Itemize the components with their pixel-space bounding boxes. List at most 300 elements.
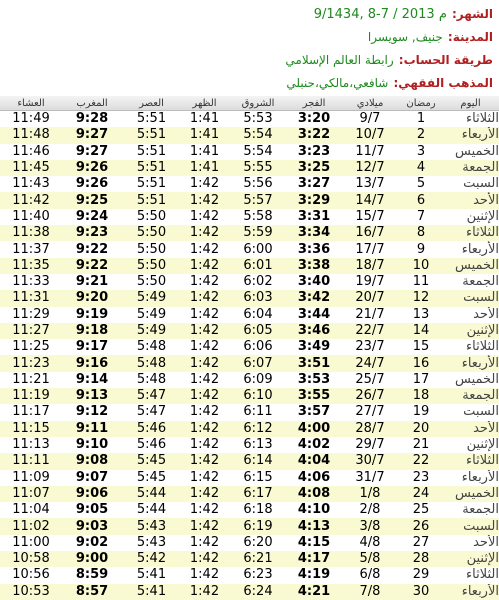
cell-dhuhr: 1:42 (181, 307, 228, 323)
cell-isha: 11:33 (0, 274, 62, 290)
table-body (0, 111, 499, 600)
cell-gregorian: 22/7 (340, 323, 400, 339)
cell-sunrise: 6:18 (228, 502, 288, 518)
cell-maghrib: 9:14 (62, 372, 122, 388)
cell-gregorian: 26/7 (340, 388, 400, 404)
cell-dhuhr: 1:42 (181, 274, 228, 290)
cell-sunrise: 6:10 (228, 388, 288, 404)
table-row (0, 307, 499, 323)
cell-maghrib: 9:10 (62, 437, 122, 453)
cell-fajr: 4:13 (288, 518, 340, 534)
cell-day: الثلاثاء (442, 111, 499, 128)
cell-fajr: 3:34 (288, 225, 340, 241)
cell-gregorian: 6/8 (340, 567, 400, 583)
cell-isha: 11:42 (0, 192, 62, 208)
cell-dhuhr: 1:42 (181, 567, 228, 583)
cell-isha: 11:31 (0, 290, 62, 306)
cell-isha: 11:40 (0, 209, 62, 225)
cell-maghrib: 9:21 (62, 274, 122, 290)
cell-gregorian: 2/8 (340, 502, 400, 518)
madhab-line (285, 72, 493, 95)
cell-day: الأربعاء (442, 355, 499, 371)
cell-asr: 5:50 (122, 274, 181, 290)
cell-day: الجمعة (442, 274, 499, 290)
city-value: جنيف, سويسرا (367, 30, 443, 44)
cell-ramadan: 14 (400, 323, 442, 339)
table-row (0, 323, 499, 339)
cell-isha: 11:13 (0, 437, 62, 453)
cell-asr: 5:49 (122, 307, 181, 323)
cell-gregorian: 13/7 (340, 176, 400, 192)
cell-dhuhr: 1:42 (181, 388, 228, 404)
cell-day: الإثنين (442, 437, 499, 453)
cell-isha: 11:43 (0, 176, 62, 192)
cell-asr: 5:49 (122, 323, 181, 339)
cell-isha: 11:38 (0, 225, 62, 241)
cell-dhuhr: 1:42 (181, 339, 228, 355)
cell-sunrise: 5:55 (228, 160, 288, 176)
cell-day: الخميس (442, 486, 499, 502)
cell-gregorian: 15/7 (340, 209, 400, 225)
table-row (0, 567, 499, 583)
cell-ramadan: 13 (400, 307, 442, 323)
cell-dhuhr: 1:42 (181, 437, 228, 453)
cell-sunrise: 6:21 (228, 551, 288, 567)
cell-fajr: 3:53 (288, 372, 340, 388)
table-row (0, 258, 499, 274)
cell-maghrib: 9:25 (62, 192, 122, 208)
table-row (0, 421, 499, 437)
cell-maghrib: 9:07 (62, 470, 122, 486)
cell-ramadan: 20 (400, 421, 442, 437)
header-fajr: الفجر (288, 96, 340, 111)
cell-dhuhr: 1:42 (181, 258, 228, 274)
cell-maghrib: 9:22 (62, 258, 122, 274)
cell-maghrib: 9:18 (62, 323, 122, 339)
cell-ramadan: 11 (400, 274, 442, 290)
header-gregorian: ميلادي (340, 96, 400, 111)
cell-dhuhr: 1:42 (181, 192, 228, 208)
cell-gregorian: 10/7 (340, 127, 400, 143)
table-row (0, 518, 499, 534)
method-line (285, 49, 493, 72)
cell-isha: 11:00 (0, 535, 62, 551)
table-row (0, 404, 499, 420)
cell-fajr: 3:29 (288, 192, 340, 208)
cell-gregorian: 5/8 (340, 551, 400, 567)
cell-sunrise: 5:53 (228, 111, 288, 128)
cell-fajr: 4:21 (288, 584, 340, 600)
cell-asr: 5:49 (122, 290, 181, 306)
cell-sunrise: 6:12 (228, 421, 288, 437)
cell-gregorian: 16/7 (340, 225, 400, 241)
cell-ramadan: 1 (400, 111, 442, 128)
cell-maghrib: 9:23 (62, 225, 122, 241)
cell-isha: 11:37 (0, 241, 62, 257)
cell-dhuhr: 1:42 (181, 404, 228, 420)
cell-sunrise: 5:58 (228, 209, 288, 225)
table-row (0, 176, 499, 192)
cell-asr: 5:50 (122, 209, 181, 225)
cell-fajr: 3:20 (288, 111, 340, 128)
prayer-times-table (0, 96, 499, 600)
cell-dhuhr: 1:42 (181, 421, 228, 437)
cell-gregorian: 3/8 (340, 518, 400, 534)
cell-maghrib: 8:57 (62, 584, 122, 600)
table-row (0, 470, 499, 486)
cell-asr: 5:51 (122, 144, 181, 160)
cell-day: الإثنين (442, 551, 499, 567)
cell-isha: 11:04 (0, 502, 62, 518)
table-row (0, 372, 499, 388)
cell-isha: 11:02 (0, 518, 62, 534)
cell-ramadan: 24 (400, 486, 442, 502)
cell-gregorian: 31/7 (340, 470, 400, 486)
cell-asr: 5:48 (122, 339, 181, 355)
cell-asr: 5:48 (122, 355, 181, 371)
cell-day: الثلاثاء (442, 225, 499, 241)
table-row (0, 209, 499, 225)
madhab-label: المذهب الفقهي: (393, 76, 493, 90)
cell-dhuhr: 1:42 (181, 518, 228, 534)
cell-sunrise: 6:14 (228, 453, 288, 469)
header-asr: العصر (122, 96, 181, 111)
cell-sunrise: 6:24 (228, 584, 288, 600)
cell-fajr: 3:23 (288, 144, 340, 160)
cell-dhuhr: 1:42 (181, 290, 228, 306)
cell-maghrib: 9:19 (62, 307, 122, 323)
table-row (0, 584, 499, 600)
cell-ramadan: 26 (400, 518, 442, 534)
cell-dhuhr: 1:42 (181, 225, 228, 241)
cell-asr: 5:42 (122, 551, 181, 567)
cell-sunrise: 6:06 (228, 339, 288, 355)
cell-fajr: 3:42 (288, 290, 340, 306)
cell-fajr: 3:51 (288, 355, 340, 371)
cell-asr: 5:43 (122, 518, 181, 534)
cell-sunrise: 6:13 (228, 437, 288, 453)
cell-dhuhr: 1:42 (181, 176, 228, 192)
cell-isha: 11:07 (0, 486, 62, 502)
cell-maghrib: 9:11 (62, 421, 122, 437)
cell-day: الأحد (442, 192, 499, 208)
table-row (0, 241, 499, 257)
header-maghrib: المغرب (62, 96, 122, 111)
cell-sunrise: 5:56 (228, 176, 288, 192)
cell-maghrib: 9:12 (62, 404, 122, 420)
cell-gregorian: 24/7 (340, 355, 400, 371)
cell-gregorian: 1/8 (340, 486, 400, 502)
cell-isha: 11:25 (0, 339, 62, 355)
cell-maghrib: 8:59 (62, 567, 122, 583)
cell-fajr: 3:36 (288, 241, 340, 257)
cell-sunrise: 5:59 (228, 225, 288, 241)
cell-ramadan: 29 (400, 567, 442, 583)
cell-sunrise: 6:17 (228, 486, 288, 502)
table-row (0, 160, 499, 176)
cell-maghrib: 9:16 (62, 355, 122, 371)
cell-isha: 11:46 (0, 144, 62, 160)
cell-isha: 10:56 (0, 567, 62, 583)
cell-asr: 5:44 (122, 486, 181, 502)
timetable-info (285, 3, 493, 95)
header-sunrise: الشروق (228, 96, 288, 111)
cell-isha: 11:09 (0, 470, 62, 486)
cell-day: الثلاثاء (442, 567, 499, 583)
cell-isha: 11:29 (0, 307, 62, 323)
cell-gregorian: 11/7 (340, 144, 400, 160)
cell-fajr: 3:49 (288, 339, 340, 355)
method-value: رابطة العالم الإسلامي (285, 53, 394, 67)
cell-gregorian: 7/8 (340, 584, 400, 600)
cell-day: الأحد (442, 421, 499, 437)
cell-sunrise: 6:02 (228, 274, 288, 290)
cell-isha: 11:19 (0, 388, 62, 404)
cell-maghrib: 9:24 (62, 209, 122, 225)
cell-dhuhr: 1:42 (181, 535, 228, 551)
cell-ramadan: 22 (400, 453, 442, 469)
cell-ramadan: 5 (400, 176, 442, 192)
cell-gregorian: 12/7 (340, 160, 400, 176)
month-value: 9/1434, 8-7 / 2013 م (313, 7, 447, 22)
cell-ramadan: 21 (400, 437, 442, 453)
cell-dhuhr: 1:42 (181, 323, 228, 339)
cell-isha: 11:17 (0, 404, 62, 420)
cell-fajr: 4:00 (288, 421, 340, 437)
cell-asr: 5:47 (122, 388, 181, 404)
cell-gregorian: 23/7 (340, 339, 400, 355)
cell-day: الخميس (442, 144, 499, 160)
cell-isha: 11:27 (0, 323, 62, 339)
cell-dhuhr: 1:42 (181, 584, 228, 600)
cell-ramadan: 4 (400, 160, 442, 176)
cell-fajr: 4:15 (288, 535, 340, 551)
cell-day: الخميس (442, 258, 499, 274)
cell-fajr: 3:22 (288, 127, 340, 143)
cell-ramadan: 19 (400, 404, 442, 420)
table-header-row (0, 96, 499, 111)
cell-ramadan: 30 (400, 584, 442, 600)
cell-gregorian: 27/7 (340, 404, 400, 420)
cell-sunrise: 6:11 (228, 404, 288, 420)
cell-sunrise: 5:54 (228, 127, 288, 143)
cell-fajr: 3:44 (288, 307, 340, 323)
cell-dhuhr: 1:42 (181, 241, 228, 257)
cell-gregorian: 28/7 (340, 421, 400, 437)
cell-asr: 5:50 (122, 258, 181, 274)
cell-ramadan: 6 (400, 192, 442, 208)
cell-maghrib: 9:26 (62, 176, 122, 192)
cell-dhuhr: 1:41 (181, 111, 228, 128)
cell-ramadan: 3 (400, 144, 442, 160)
cell-ramadan: 23 (400, 470, 442, 486)
cell-sunrise: 6:01 (228, 258, 288, 274)
cell-asr: 5:48 (122, 372, 181, 388)
cell-isha: 11:15 (0, 421, 62, 437)
cell-dhuhr: 1:41 (181, 160, 228, 176)
cell-day: الثلاثاء (442, 453, 499, 469)
cell-day: السبت (442, 518, 499, 534)
cell-asr: 5:47 (122, 404, 181, 420)
table-row (0, 290, 499, 306)
cell-fajr: 4:08 (288, 486, 340, 502)
cell-maghrib: 9:13 (62, 388, 122, 404)
cell-day: الأربعاء (442, 584, 499, 600)
table-row (0, 388, 499, 404)
table-row (0, 339, 499, 355)
cell-ramadan: 18 (400, 388, 442, 404)
cell-fajr: 4:02 (288, 437, 340, 453)
cell-ramadan: 17 (400, 372, 442, 388)
cell-asr: 5:41 (122, 584, 181, 600)
cell-day: الأحد (442, 535, 499, 551)
cell-ramadan: 25 (400, 502, 442, 518)
table-row (0, 274, 499, 290)
cell-maghrib: 9:26 (62, 160, 122, 176)
cell-ramadan: 9 (400, 241, 442, 257)
cell-dhuhr: 1:41 (181, 144, 228, 160)
cell-fajr: 3:46 (288, 323, 340, 339)
cell-fajr: 4:04 (288, 453, 340, 469)
table-row (0, 502, 499, 518)
cell-isha: 10:58 (0, 551, 62, 567)
cell-fajr: 4:06 (288, 470, 340, 486)
cell-isha: 11:23 (0, 355, 62, 371)
header-isha: العشاء (0, 96, 62, 111)
cell-day: الأربعاء (442, 241, 499, 257)
cell-ramadan: 27 (400, 535, 442, 551)
cell-day: الجمعة (442, 160, 499, 176)
cell-asr: 5:51 (122, 176, 181, 192)
cell-gregorian: 29/7 (340, 437, 400, 453)
cell-dhuhr: 1:42 (181, 551, 228, 567)
cell-maghrib: 9:27 (62, 144, 122, 160)
cell-fajr: 3:31 (288, 209, 340, 225)
cell-asr: 5:51 (122, 160, 181, 176)
cell-dhuhr: 1:42 (181, 486, 228, 502)
cell-fajr: 4:10 (288, 502, 340, 518)
cell-day: الثلاثاء (442, 339, 499, 355)
cell-fajr: 3:25 (288, 160, 340, 176)
cell-ramadan: 8 (400, 225, 442, 241)
cell-asr: 5:45 (122, 453, 181, 469)
cell-asr: 5:51 (122, 111, 181, 128)
cell-maghrib: 9:06 (62, 486, 122, 502)
cell-fajr: 3:27 (288, 176, 340, 192)
cell-fajr: 4:19 (288, 567, 340, 583)
cell-day: السبت (442, 290, 499, 306)
cell-asr: 5:51 (122, 192, 181, 208)
cell-day: السبت (442, 404, 499, 420)
cell-ramadan: 28 (400, 551, 442, 567)
cell-maghrib: 9:28 (62, 111, 122, 128)
month-line (285, 3, 493, 26)
cell-sunrise: 6:09 (228, 372, 288, 388)
cell-maghrib: 9:00 (62, 551, 122, 567)
cell-sunrise: 6:07 (228, 355, 288, 371)
cell-gregorian: 17/7 (340, 241, 400, 257)
header-ramadan: رمضان (400, 96, 442, 111)
cell-asr: 5:45 (122, 470, 181, 486)
cell-dhuhr: 1:42 (181, 209, 228, 225)
cell-day: السبت (442, 176, 499, 192)
cell-sunrise: 6:15 (228, 470, 288, 486)
cell-gregorian: 18/7 (340, 258, 400, 274)
cell-asr: 5:44 (122, 502, 181, 518)
cell-isha: 11:21 (0, 372, 62, 388)
cell-day: الإثنين (442, 323, 499, 339)
cell-gregorian: 19/7 (340, 274, 400, 290)
cell-sunrise: 6:23 (228, 567, 288, 583)
cell-dhuhr: 1:42 (181, 453, 228, 469)
cell-asr: 5:50 (122, 225, 181, 241)
cell-sunrise: 6:03 (228, 290, 288, 306)
cell-gregorian: 9/7 (340, 111, 400, 128)
cell-fajr: 4:17 (288, 551, 340, 567)
cell-fajr: 3:57 (288, 404, 340, 420)
cell-sunrise: 6:20 (228, 535, 288, 551)
cell-gregorian: 14/7 (340, 192, 400, 208)
cell-maghrib: 9:08 (62, 453, 122, 469)
month-label: الشهر: (451, 7, 493, 21)
madhab-value: شافعي،مالكي،حنبلي (286, 76, 389, 90)
cell-fajr: 3:55 (288, 388, 340, 404)
cell-isha: 11:11 (0, 453, 62, 469)
cell-fajr: 3:38 (288, 258, 340, 274)
cell-dhuhr: 1:42 (181, 355, 228, 371)
city-label: المدينة: (447, 30, 493, 44)
cell-day: الجمعة (442, 502, 499, 518)
cell-dhuhr: 1:42 (181, 470, 228, 486)
table-row (0, 486, 499, 502)
cell-asr: 5:46 (122, 421, 181, 437)
cell-day: الأربعاء (442, 127, 499, 143)
cell-gregorian: 4/8 (340, 535, 400, 551)
cell-gregorian: 30/7 (340, 453, 400, 469)
cell-sunrise: 6:19 (228, 518, 288, 534)
cell-isha: 11:35 (0, 258, 62, 274)
table-row (0, 144, 499, 160)
table-row (0, 535, 499, 551)
cell-sunrise: 6:05 (228, 323, 288, 339)
cell-maghrib: 9:03 (62, 518, 122, 534)
cell-asr: 5:43 (122, 535, 181, 551)
cell-ramadan: 16 (400, 355, 442, 371)
table-row (0, 225, 499, 241)
cell-asr: 5:41 (122, 567, 181, 583)
header-dhuhr: الظهر (181, 96, 228, 111)
cell-gregorian: 21/7 (340, 307, 400, 323)
table-row (0, 437, 499, 453)
cell-sunrise: 5:57 (228, 192, 288, 208)
table-row (0, 192, 499, 208)
cell-ramadan: 12 (400, 290, 442, 306)
table-row (0, 551, 499, 567)
table-row (0, 127, 499, 143)
cell-asr: 5:51 (122, 127, 181, 143)
cell-gregorian: 20/7 (340, 290, 400, 306)
cell-dhuhr: 1:41 (181, 127, 228, 143)
cell-day: الأحد (442, 307, 499, 323)
cell-isha: 11:48 (0, 127, 62, 143)
header-day: اليوم (442, 96, 499, 111)
cell-ramadan: 10 (400, 258, 442, 274)
cell-maghrib: 9:17 (62, 339, 122, 355)
cell-day: الأربعاء (442, 470, 499, 486)
table-row (0, 111, 499, 128)
cell-gregorian: 25/7 (340, 372, 400, 388)
cell-asr: 5:46 (122, 437, 181, 453)
